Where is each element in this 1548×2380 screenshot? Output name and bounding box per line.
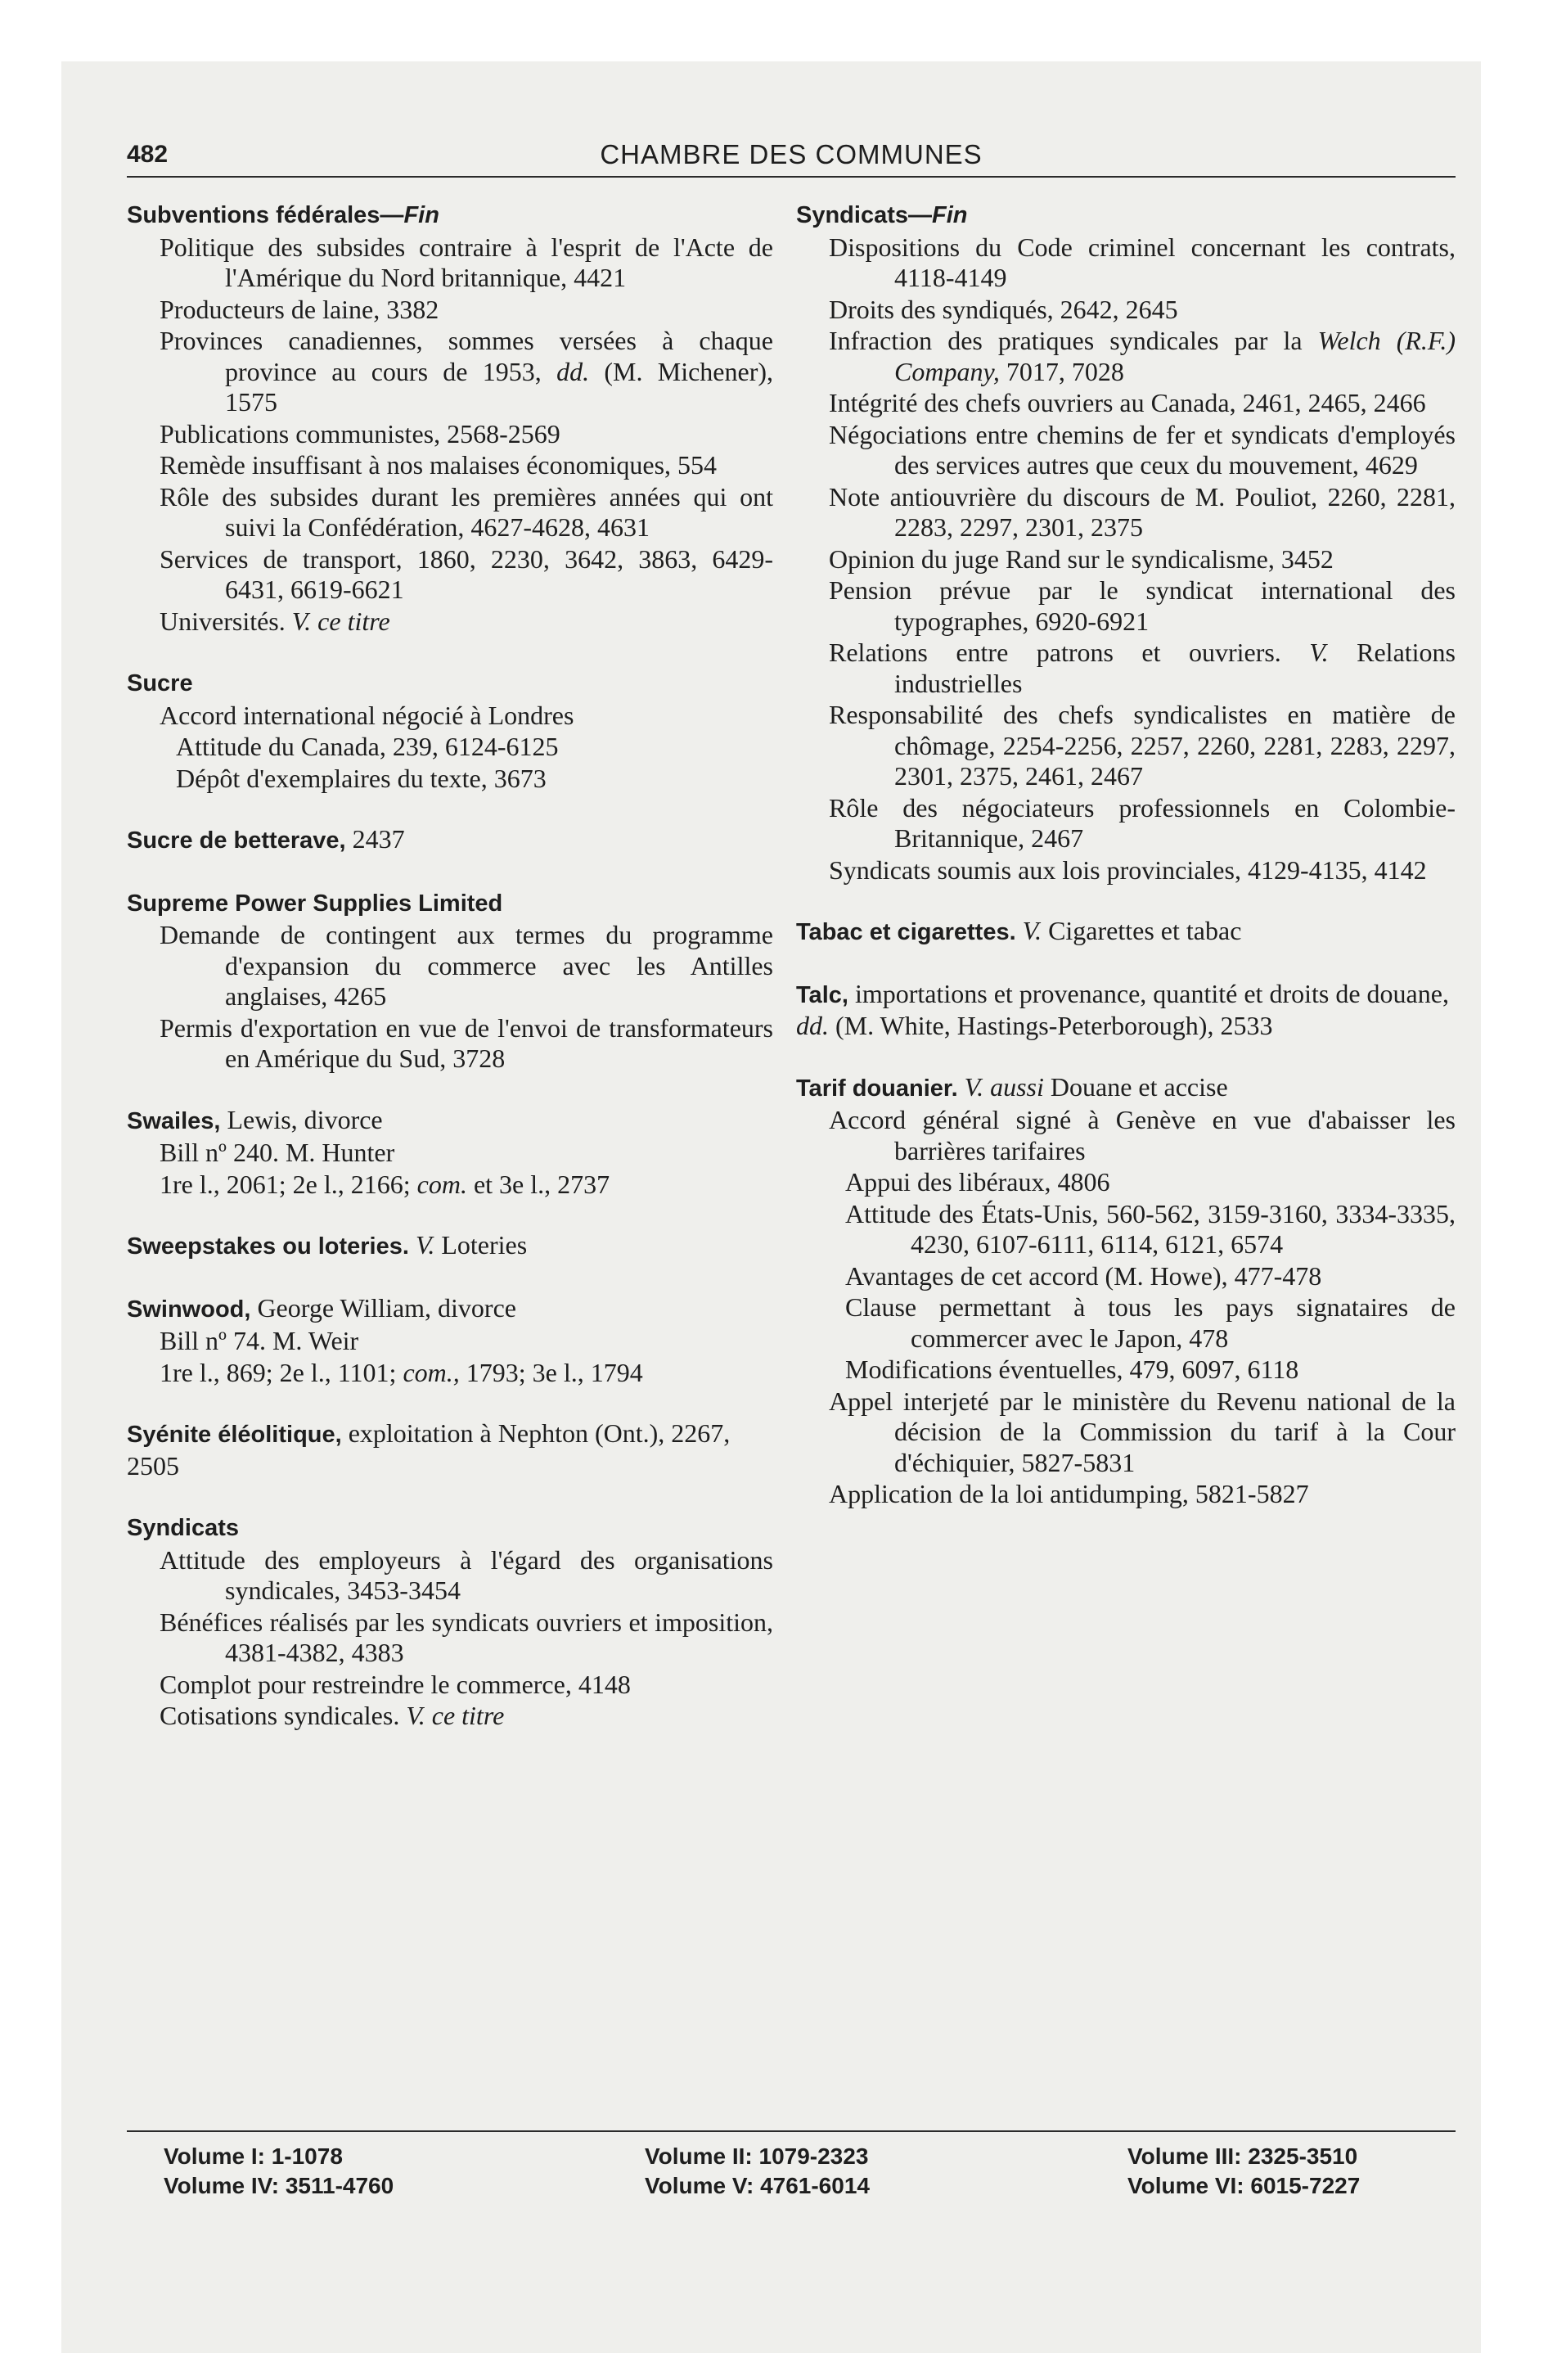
sub-entry	[796, 700, 1456, 792]
sub-entry	[127, 1013, 773, 1075]
sub-entry-text: Bénéfices réalisés par les syndicats ouvriers et imposition, 4381-4382, 4383	[160, 1607, 773, 1667]
volume-label: Volume IV: 3511-4760	[164, 2173, 394, 2198]
entry-heading-line	[127, 1512, 773, 1544]
sub-entry	[796, 1167, 1456, 1198]
sub-entry	[796, 1355, 1456, 1386]
entry-heading-line	[127, 1105, 773, 1138]
sub-entry-text: Accord international négocié à Londres	[160, 700, 574, 730]
entry-heading-line	[127, 199, 773, 232]
entry-heading-text	[409, 1230, 416, 1260]
volume-label: Volume VI: 6015-7227	[1127, 2173, 1361, 2198]
entry-heading: Supreme Power Supplies Limited	[127, 890, 503, 917]
sub-entry-text: Complot pour restreindre le commerce, 4148	[160, 1669, 631, 1699]
sub-entry-text: Universités.	[160, 606, 292, 636]
scanned-page	[61, 61, 1481, 2353]
sub-entry-text: Clause permettant à tous les pays signataires de commercer avec le Japon, 478	[845, 1292, 1456, 1353]
sub-entry-text: Dispositions du Code criminel concernant les contrats, 4118-4149	[829, 232, 1456, 292]
sub-entry-text: Publications communistes, 2568-2569	[160, 418, 560, 449]
sub-entry-text: Avantages de cet accord (M. Howe), 477-478	[845, 1260, 1322, 1291]
sub-entry-text: Dépôt d'exemplaires du texte, 3673	[176, 763, 547, 793]
sub-entry	[796, 1261, 1456, 1292]
volume-label: Volume I: 1-1078	[164, 2143, 343, 2169]
entry-heading-text: Douane et accise	[1043, 1071, 1228, 1102]
sub-entry-text: Responsabilité des chefs syndicalistes en matière de chômage, 2254-2256, 2257, 2260, 2281, 2283, 2297, 2301, 2375, 2461, 2467	[829, 700, 1456, 791]
entry-heading-text: Loteries	[434, 1230, 528, 1260]
index-entry	[127, 1418, 773, 1481]
volume-label: Volume V: 4761-6014	[645, 2173, 870, 2198]
entry-heading-line	[127, 1293, 773, 1326]
sub-entry-text: Demande de contingent aux termes du programme d'expansion du commerce avec les Antilles anglaises, 4265	[160, 920, 773, 1011]
index-entry	[127, 199, 773, 637]
sub-entry-text: Services de transport, 1860, 2230, 3642, 3863, 6429-6431, 6619-6621	[160, 543, 773, 604]
sub-entry	[127, 701, 773, 732]
sub-entry	[796, 1386, 1456, 1479]
sub-entry-text: Opinion du juge Rand sur le syndicalisme, 3452	[829, 543, 1334, 574]
index-entry	[127, 1512, 773, 1732]
entry-heading-text	[1016, 916, 1023, 945]
sub-entry	[796, 1105, 1456, 1166]
sub-entry	[796, 388, 1456, 419]
entry-heading-line	[796, 1072, 1456, 1105]
running-title: CHAMBRE DES COMMUNES	[600, 139, 983, 169]
sub-entry	[127, 295, 773, 326]
entry-heading-line	[127, 1418, 773, 1481]
sub-entry	[796, 295, 1456, 326]
sub-entry-text: Application de la loi antidumping, 5821-5827	[829, 1479, 1309, 1508]
sub-entry-italic: Welch (R.F.) Company,	[894, 326, 1456, 386]
right-column	[796, 199, 1456, 1540]
entry-heading-line	[127, 887, 773, 920]
sub-entry-text: Provinces canadiennes, sommes versées à chaque province au cours de 1953,	[160, 326, 773, 386]
entry-heading-ref: V.	[415, 1230, 435, 1260]
sub-entry-text: Bill nº 74. M. Weir	[160, 1326, 359, 1355]
entry-heading-line	[127, 1230, 773, 1263]
sub-entry	[127, 1170, 773, 1201]
page-header	[127, 137, 1456, 178]
sub-entry	[127, 232, 773, 294]
sub-entry-text: Note antiouvrière du discours de M. Pouliot, 2260, 2281, 2283, 2297, 2301, 2375	[829, 481, 1456, 542]
page-number: 482	[127, 141, 169, 168]
index-entry	[127, 667, 773, 794]
entry-heading: Subventions fédérales—	[127, 202, 404, 228]
sub-entry	[127, 1607, 773, 1669]
sub-entry-text: 1re l., 2061; 2e l., 2166;	[160, 1169, 417, 1199]
index-entry	[796, 199, 1456, 886]
sub-entry-text: Politique des subsides contraire à l'esprit de l'Acte de l'Amérique du Nord britannique, 4421	[160, 232, 773, 292]
sub-entry-text: Intégrité des chefs ouvriers au Canada, 2461, 2465, 2466	[829, 388, 1426, 417]
sub-entry-text: Remède insuffisant à nos malaises économiques, 554	[160, 450, 718, 480]
left-column	[127, 199, 773, 1762]
sub-entry	[127, 1326, 773, 1357]
sub-entry	[796, 855, 1456, 886]
sub-entry	[127, 419, 773, 450]
sub-entry	[127, 1701, 773, 1732]
sub-entry	[796, 793, 1456, 854]
entry-heading-ref: dd.	[796, 1011, 829, 1040]
index-entry	[127, 1105, 773, 1201]
sub-entry	[796, 1479, 1456, 1510]
volume-label: Volume III: 2325-3510	[1127, 2143, 1358, 2169]
entry-heading-line	[796, 916, 1456, 949]
sub-entry-text: Attitude des employeurs à l'égard des organisations syndicales, 3453-3454	[160, 1544, 773, 1605]
sub-entry-text: Attitude du Canada, 239, 6124-6125	[176, 732, 559, 761]
sub-entry-text: Bill nº 240. M. Hunter	[160, 1138, 395, 1167]
sub-entry	[127, 1545, 773, 1607]
index-entry	[796, 1072, 1456, 1510]
sub-entry-text: Attitude des États-Unis, 560-562, 3159-3160, 3334-3335, 4230, 6107-6111, 6114, 6121, 6574	[845, 1198, 1456, 1259]
sub-entry-italic: V. ce titre	[291, 606, 390, 636]
sub-entry-text: Permis d'exportation en vue de l'envoi de transformateurs en Amérique du Sud, 3728	[160, 1012, 773, 1073]
sub-entry	[796, 326, 1456, 387]
index-entry	[796, 916, 1456, 949]
sub-entry-text: Modifications éventuelles, 479, 6097, 6118	[845, 1355, 1299, 1384]
entry-heading-ref: V.	[1022, 916, 1042, 945]
entry-heading-text: 2437	[345, 824, 405, 854]
sub-entry	[127, 920, 773, 1012]
entry-heading: Tabac et cigarettes.	[796, 919, 1016, 945]
sub-entry-text: 1793; 3e l., 1794	[459, 1357, 643, 1387]
sub-entry-text: Syndicats soumis aux lois provinciales, 4129-4135, 4142	[829, 854, 1427, 885]
sub-entry-italic: V. ce titre	[406, 1701, 505, 1730]
sub-entry	[127, 1670, 773, 1701]
sub-entry-text: Appel interjeté par le ministère du Revenu national de la décision de la Commission du tarif à la Cour d'échiquier, 5827-5831	[829, 1386, 1456, 1477]
sub-entry	[127, 606, 773, 638]
sub-entry	[127, 764, 773, 795]
sub-entry-text: Pension prévue par le syndicat international des typographes, 6920-6921	[829, 575, 1456, 636]
sub-entry-text: Accord général signé à Genève en vue d'abaisser les barrières tarifaires	[829, 1105, 1456, 1165]
entry-heading-continuation: Fin	[932, 202, 968, 228]
index-entry	[127, 824, 773, 857]
sub-entry-text: et 3e l., 2737	[466, 1169, 610, 1199]
entry-heading-continuation: Fin	[403, 202, 439, 228]
volume-label: Volume II: 1079-2323	[645, 2143, 869, 2169]
sub-entry-text: Négociations entre chemins de fer et syndicats d'employés des services autres que ceux du mouvement, 4629	[829, 419, 1456, 480]
sub-entry-text: Rôle des négociateurs professionnels en Colombie-Britannique, 2467	[829, 792, 1456, 853]
sub-entry-italic: V.	[1309, 638, 1329, 667]
sub-entry-text: 7017, 7028	[999, 356, 1124, 386]
entry-heading-line	[127, 667, 773, 700]
volume-footer	[127, 2130, 1456, 2201]
entry-heading-text: Lewis, divorce	[220, 1104, 383, 1134]
sub-entry-text: Rôle des subsides durant les premières années qui ont suivi la Confédération, 4627-4628, 4631	[160, 481, 773, 542]
entry-heading-text: Cigarettes et tabac	[1042, 916, 1242, 945]
entry-heading: Sucre	[127, 670, 193, 696]
entry-heading-text: (M. White, Hastings-Peterborough), 2533	[829, 1011, 1273, 1040]
entry-heading-text: George William, divorce	[250, 1292, 516, 1323]
sub-entry	[127, 1358, 773, 1389]
sub-entry-italic: dd.	[556, 356, 590, 386]
sub-entry-text: Relations industrielles	[894, 638, 1456, 698]
sub-entry-italic: com.	[416, 1169, 467, 1199]
sub-entry	[796, 482, 1456, 543]
sub-entry	[127, 732, 773, 763]
sub-entry-text: 1re l., 869; 2e l., 1101;	[160, 1357, 403, 1387]
sub-entry-text: Infraction des pratiques syndicales par la	[829, 326, 1318, 355]
sub-entry	[127, 326, 773, 418]
sub-entry	[796, 1292, 1456, 1354]
sub-entry	[796, 420, 1456, 481]
entry-heading: Syndicats—	[796, 202, 932, 228]
sub-entry-text: Producteurs de laine, 3382	[160, 294, 439, 324]
entry-heading-line	[796, 979, 1456, 1042]
entry-heading: Syénite éléolitique,	[127, 1422, 342, 1448]
sub-entry-text: Droits des syndiqués, 2642, 2645	[829, 294, 1178, 324]
entry-heading: Syndicats	[127, 1515, 239, 1541]
sub-entry	[796, 575, 1456, 637]
entry-heading: Sucre de betterave,	[127, 827, 346, 854]
entry-heading: Sweepstakes ou loteries.	[127, 1233, 409, 1260]
sub-entry-text: Appui des libéraux, 4806	[845, 1167, 1110, 1197]
sub-entry	[796, 1199, 1456, 1260]
index-entry	[127, 1230, 773, 1263]
sub-entry	[127, 544, 773, 606]
sub-entry-text: Relations entre patrons et ouvriers.	[829, 638, 1310, 667]
index-entry	[127, 1293, 773, 1389]
sub-entry-text: (M. Michener), 1575	[225, 356, 774, 417]
sub-entry	[127, 482, 773, 543]
entry-heading: Swailes,	[127, 1107, 221, 1134]
sub-entry	[127, 1138, 773, 1169]
sub-entry	[127, 450, 773, 481]
entry-heading-text	[958, 1072, 965, 1102]
index-entry	[796, 979, 1456, 1042]
entry-heading-text: exploitation à Nephton (Ont.), 2267, 2505	[127, 1418, 731, 1481]
entry-heading-line	[796, 199, 1456, 232]
sub-entry-italic: com.,	[403, 1357, 460, 1387]
entry-heading-ref: V. aussi	[964, 1071, 1044, 1102]
sub-entry-text: Cotisations syndicales.	[160, 1701, 407, 1730]
sub-entry	[796, 544, 1456, 575]
entry-heading: Talc,	[796, 981, 848, 1008]
entry-heading-line	[127, 824, 773, 857]
entry-heading: Swinwood,	[127, 1296, 251, 1323]
index-entry	[127, 887, 773, 1075]
entry-heading: Tarif douanier.	[796, 1075, 958, 1102]
sub-entry	[796, 232, 1456, 294]
sub-entry	[796, 638, 1456, 699]
entry-heading-text: importations et provenance, quantité et droits de douane,	[848, 978, 1449, 1008]
